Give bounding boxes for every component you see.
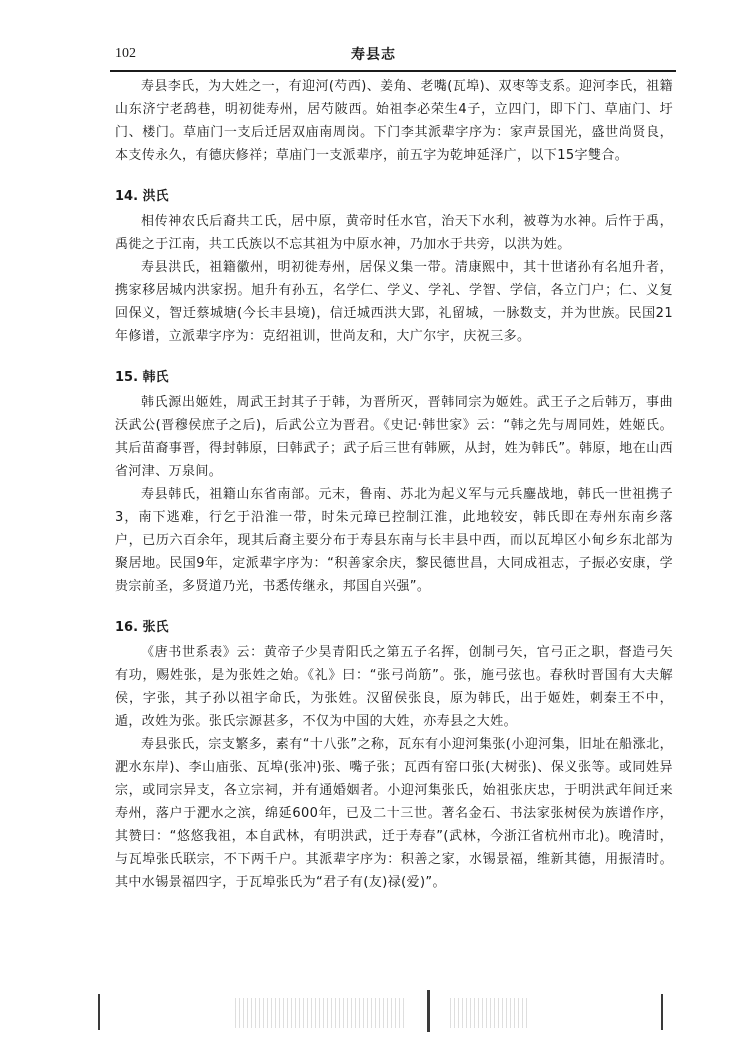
paragraph: 韩氏源出姬姓，周武王封其子于韩，为晋所灭，晋韩同宗为姬姓。武王子之后韩万，事曲沃武公(晋穆侯庶子之后)，后武公立为晋君。《史记·韩世家》云：“韩之先与周同姓，姓姬氏。其后苗裔事晋，得封韩原，曰韩武子；武子后三世有韩厥，从封，姓为韩氏”。韩原，地在山西省河津、万泉间。: [115, 395, 673, 479]
scan-smudge: [450, 998, 530, 1028]
section-heading-zhang: 16. 张氏: [115, 620, 169, 635]
scan-line: [98, 994, 100, 1030]
scan-artifacts: [0, 990, 747, 1035]
section-heading-hong: 14. 洪氏: [115, 189, 169, 204]
paragraph: 寿县韩氏，祖籍山东省南部。元末，鲁南、苏北为起义军与元兵鏖战地，韩氏一世祖携子3，南下逃难，行乞于沿淮一带，时朱元璋已控制江淮，此地较安，韩氏即在寿州东南乡落户，已历六百余年，现其后裔主要分布于寿县东南与长丰县中西，而以瓦埠区小甸乡东北部为聚居地。民国9年，定派辈字序为：“积善家余庆，黎民德世昌，大同成祖志，子振必安康，学贵宗前圣，多贤道乃光，书悉传继永，邦国自兴强”。: [115, 487, 673, 594]
scan-line: [661, 994, 663, 1030]
body-text: [115, 75, 673, 894]
running-title: 寿县志: [351, 47, 396, 63]
scan-smudge: [235, 998, 405, 1028]
paragraph: 相传神农氏后裔共工氏，居中原，黄帝时任水官，治天下水利，被尊为水神。后忤于禹，禹徙之于江南，共工氏族以不忘其祖为中原水神，乃加水于共旁，以洪为姓。: [115, 214, 673, 252]
header-rule: [110, 70, 676, 72]
scan-line: [427, 990, 430, 1032]
intro-paragraph: 寿县李氏，为大姓之一，有迎河(芍西)、姜角、老嘴(瓦埠)、双枣等支系。迎河李氏，祖籍山东济宁老鸹巷，明初徙寿州，居芍陂西。始祖李必荣生4子，立四门，即下门、草庙门、圩门、楼门。草庙门一支后迁居双庙南周岗。下门李其派辈字序为：家声景国光，盛世尚贤良，本支传永久，有德庆修祥；草庙门一支派辈序，前五字为乾坤延泽广，以下15字雙合。: [115, 79, 673, 163]
paragraph: 寿县张氏，宗支繁多，素有“十八张”之称，瓦东有小迎河集张(小迎河集，旧址在船涨北，淝水东岸)、李山庙张、瓦埠(张冲)张、嘴子张；瓦西有窑口张(大树张)、保义张等。或同姓异宗，或同宗异支，各立宗祠，并有通婚姻者。小迎河集张氏，始祖张庆忠，于明洪武年间迁来寿州，落户于淝水之滨，绵延600年，已及二十三世。著名金石、书法家张树侯为族谱作序，其赞曰：“悠悠我祖，本自武林，有明洪武，迁于寿春”(武林，今浙江省杭州市北)。晚清时，与瓦埠张氏联宗，不下两千户。其派辈字序为：积善之家，水锡景福，维新其德，用振清时。其中水锡景福四字，于瓦埠张氏为“君子有(友)禄(爱)”。: [115, 737, 673, 890]
paragraph: 寿县洪氏，祖籍徽州，明初徙寿州，居保义集一带。清康熙中，其十世诸孙有名旭升者，携家移居城内洪家拐。旭升有孙五，名学仁、学义、学礼、学智、学信，各立门户；仁、义复回保义，智迁蔡城塘(今长丰县境)，信迁城西洪大郢，礼留城，一脉数支，并为世族。民国21年修谱，立派辈字序为：克绍祖训，世尚友和，大广尔宇，庆祝三多。: [115, 260, 673, 344]
section-heading-han: 15. 韩氏: [115, 370, 169, 385]
page-number: 102: [115, 46, 136, 61]
paragraph: 《唐书世系表》云：黄帝子少昊青阳氏之第五子名挥，创制弓矢，官弓正之职，督造弓矢有功，赐姓张，是为张姓之始。《礼》曰：“张弓尚筋”。张，施弓弦也。春秋时晋国有大夫解侯，字张，其子孙以祖字命氏，为张姓。汉留侯张良，原为韩氏，出于姬姓，刺秦王不中，遁，改姓为张。张氏宗源甚多，不仅为中国的大姓，亦寿县之大姓。: [115, 645, 673, 729]
